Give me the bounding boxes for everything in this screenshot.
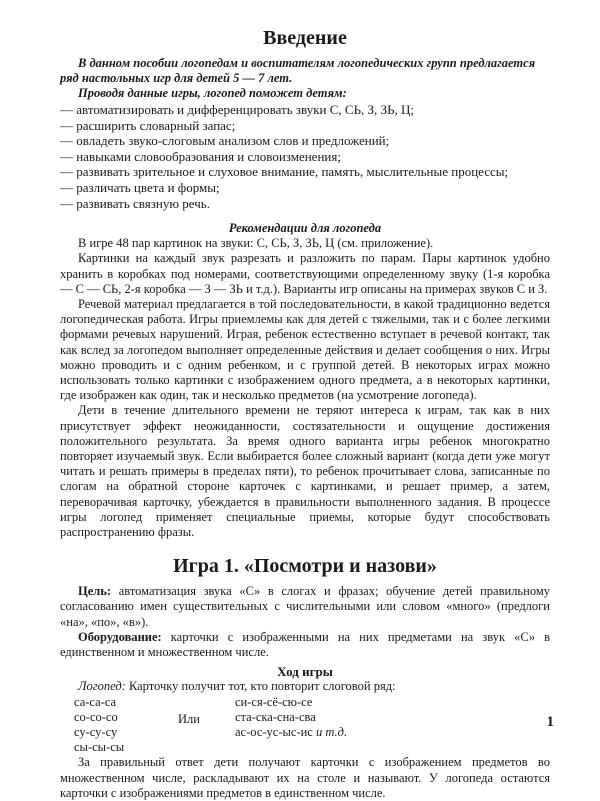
- syllable-row: со-со-со: [74, 710, 118, 725]
- equipment-label: Оборудование:: [78, 629, 162, 644]
- tasks-list: [60, 102, 550, 211]
- speaker-label: Логопед:: [78, 679, 126, 694]
- syllable-row: са-са-са: [74, 695, 117, 710]
- syllable-drill: [60, 695, 550, 755]
- tasks-lead: Проводя данные игры, логопед поможет детям:: [78, 86, 347, 100]
- or-word: Или: [178, 712, 200, 727]
- syllable-row: су-су-су: [74, 725, 118, 740]
- page-number: 1: [546, 714, 554, 730]
- equipment-text: карточки с изображенными на них предметами на звук «С» в единственном и множественном числе.: [60, 629, 550, 660]
- syllable-row: сы-сы-сы: [74, 740, 125, 755]
- task-item: — расширить словарный запас;: [60, 117, 236, 133]
- recommendations-paragraph: Речевой материал предлагается в той последовательности, в какой традиционно ведется логопедическая работа. Игры приемлемы как для детей с тяжелыми, так и с более легкими формами речевых нарушений. Играя, ребенок естественно вступает в речевой контакт, так как вслед за логопедом выполняет определенные действия и делает сообщения о них. Игры можно проводить и с одним ребенком, и с группой детей. В некоторых играх можно использовать только картинки с изображением одного предмета, а в некоторых картинки, где изображен как один, так и несколько предметов (на усмотрение логопеда).: [60, 296, 550, 403]
- syllable-text: ас-ос-ус-ыс-ис: [235, 725, 313, 740]
- syllables-right: [235, 695, 347, 740]
- goal-text: автоматизация звука «С» в слогах и фразах; обучение детей правильному согласованию имен существительных с числительными или словом «много» (предлоги «на», «по», «в»).: [60, 584, 550, 629]
- game-closing: За правильный ответ дети получают карточки с изображением предметов во множественном числе, раскладывают их на столе и называют. У логопеда остаются карточки с изображениями предметов в единственном числе.: [60, 755, 550, 800]
- etc-text: и т.д.: [312, 725, 348, 740]
- speaker-text: Карточку получит тот, кто повторит слоговой ряд:: [125, 679, 396, 694]
- game-title: Игра 1. «Посмотри и назови»: [173, 555, 437, 578]
- recommendations-paragraph: В игре 48 пар картинок на звуки: С, СЬ, З, ЗЬ, Ц (см. приложение).: [78, 236, 434, 251]
- intro-paragraph: В данном пособии логопедам и воспитателям логопедических групп предлагается ряд настольных игр для детей 5 — 7 лет.: [60, 56, 536, 85]
- task-item: — навыками словообразования и словоизменения;: [60, 148, 341, 164]
- task-item: — различать цвета и формы;: [60, 179, 220, 195]
- intro-title: Введение: [263, 27, 347, 49]
- recommendations-paragraph: Картинки на каждый звук разрезать и разложить по парам. Пары картинок удобно хранить в коробках под номерами, соответствующими определенному звуку (1-я коробка — С — СЬ, 2-я коробка — З — ЗЬ и т.д.). Варианты игр описаны на примерах звуков С и З.: [60, 251, 550, 296]
- syllable-row: ста-ска-сна-сва: [235, 710, 316, 725]
- goal-label: Цель:: [78, 584, 112, 599]
- syllables-left: [74, 695, 124, 755]
- speaker-line: [60, 679, 550, 694]
- task-item: — овладеть звуко-слоговым анализом слов и предложений;: [60, 133, 390, 149]
- task-item: — автоматизировать и дифференцировать звуки С, СЬ, З, ЗЬ, Ц;: [60, 102, 415, 117]
- recommendations-paragraph: Дети в течение длительного времени не теряют интереса к играм, так как в них присутствует эффект неожиданности, состязательности и ощущение достижения положительного результата. За время одного варианта игры ребенок многократно повторяет изучаемый звук. Если выбирается более сложный вариант (когда дети уже могут читать и решать примеры в пределах пяти), то ребенок прочитывает слова, записанные по слогам на обратной стороне карточек с картинками, и решает пример, а затем, переворачивая карточку, убеждается в правильности выполненного задания. В процессе игры логопед применяет специальные приемы, которые будут способствовать распространению фразы.: [60, 403, 550, 540]
- task-item: — развивать связную речь.: [60, 195, 210, 211]
- syllable-row: си-ся-сё-сю-се: [235, 695, 313, 710]
- move-title: Ход игры: [277, 664, 333, 680]
- game-goal: [60, 584, 550, 630]
- game-equipment: [60, 630, 550, 660]
- task-item: — развивать зрительное и слуховое внимание, память, мыслительные процессы;: [60, 164, 509, 180]
- syllable-row: [235, 725, 347, 740]
- recommendations-title: Рекомендации для логопеда: [228, 221, 382, 236]
